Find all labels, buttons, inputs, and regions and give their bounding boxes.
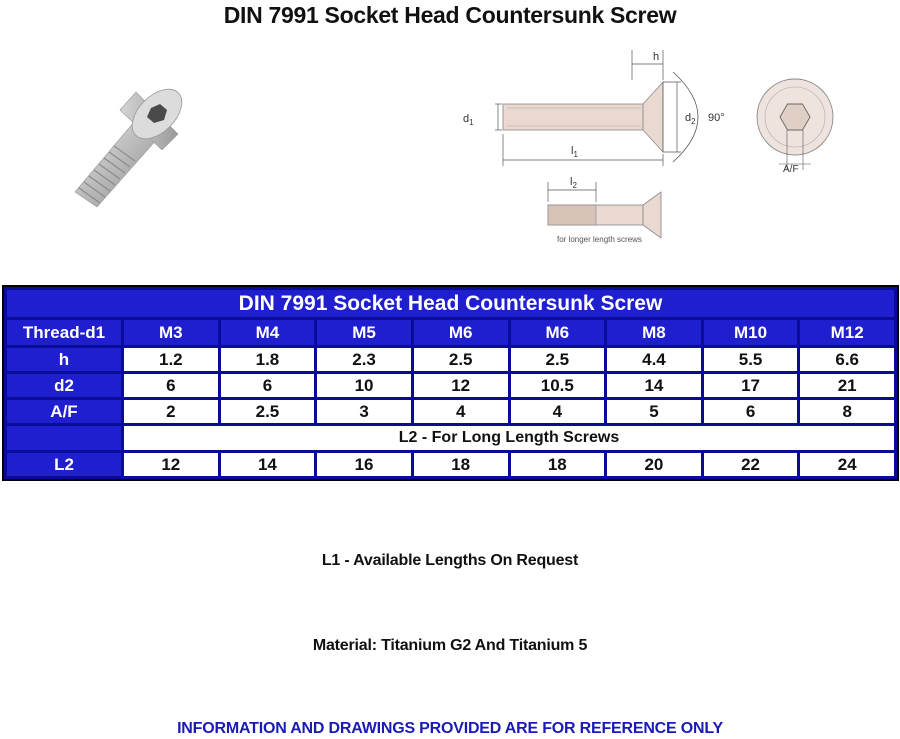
disclaimer: INFORMATION AND DRAWINGS PROVIDED ARE FOR REFERENCE ONLY bbox=[177, 720, 723, 737]
table-cell: 14 bbox=[221, 453, 315, 476]
screw-photo bbox=[50, 80, 200, 210]
table-cell: 8 bbox=[800, 400, 894, 423]
table-cell: 2.5 bbox=[221, 400, 315, 423]
table-title: DIN 7991 Socket Head Countersunk Screw bbox=[7, 290, 894, 317]
table-cell: 5 bbox=[607, 400, 701, 423]
table-cell: 17 bbox=[704, 374, 798, 397]
table-cell: 1.2 bbox=[124, 348, 218, 371]
size-header: M6 bbox=[414, 320, 508, 345]
end-view bbox=[757, 79, 833, 170]
table-cell: 2.3 bbox=[317, 348, 411, 371]
table-cell: 6.6 bbox=[800, 348, 894, 371]
d1-label: $d_1$ bbox=[463, 113, 474, 127]
table-cell: 4.4 bbox=[607, 348, 701, 371]
long-length-note: L2 - For Long Length Screws bbox=[124, 426, 894, 450]
material-note: Material: Titanium G2 And Titanium 5 bbox=[312, 637, 588, 654]
table-cell: 6 bbox=[124, 374, 218, 397]
size-header: M12 bbox=[800, 320, 894, 345]
table-cell: 24 bbox=[800, 453, 894, 476]
table-cell: 20 bbox=[607, 453, 701, 476]
spec-table bbox=[2, 285, 899, 481]
row-label: d2 bbox=[7, 374, 121, 397]
size-header: M10 bbox=[704, 320, 798, 345]
l1-label: $l_1$ bbox=[571, 145, 578, 159]
table-row bbox=[7, 374, 894, 397]
note-row bbox=[7, 426, 894, 450]
table-row bbox=[7, 400, 894, 423]
table-cell: 1.8 bbox=[221, 348, 315, 371]
size-header: M8 bbox=[607, 320, 701, 345]
table-cell: 6 bbox=[704, 400, 798, 423]
size-header: M5 bbox=[317, 320, 411, 345]
note-row-label bbox=[7, 426, 121, 450]
table-row bbox=[7, 453, 894, 476]
long-length-caption: for longer length screws bbox=[557, 235, 642, 244]
d2-label: $d_2$ bbox=[685, 112, 696, 126]
size-header: M4 bbox=[221, 320, 315, 345]
side-view bbox=[503, 82, 663, 152]
table-cell: 14 bbox=[607, 374, 701, 397]
page-title: DIN 7991 Socket Head Countersunk Screw bbox=[223, 2, 677, 28]
table-cell: 18 bbox=[511, 453, 605, 476]
size-header: M3 bbox=[124, 320, 218, 345]
angle-label: 90° bbox=[708, 112, 725, 124]
h-label: h bbox=[653, 51, 660, 63]
size-header: M6 bbox=[511, 320, 605, 345]
row-label: L2 bbox=[7, 453, 121, 476]
table-cell: 4 bbox=[511, 400, 605, 423]
table-cell: 18 bbox=[414, 453, 508, 476]
table-cell: 2.5 bbox=[414, 348, 508, 371]
technical-drawing bbox=[455, 42, 875, 257]
row-label: A/F bbox=[7, 400, 121, 423]
table-cell: 21 bbox=[800, 374, 894, 397]
header-row bbox=[7, 320, 894, 345]
table-row bbox=[7, 348, 894, 371]
table-cell: 6 bbox=[221, 374, 315, 397]
table-cell: 12 bbox=[414, 374, 508, 397]
table-cell: 4 bbox=[414, 400, 508, 423]
header-label: Thread-d1 bbox=[7, 320, 121, 345]
table-cell: 2.5 bbox=[511, 348, 605, 371]
table-cell: 10.5 bbox=[511, 374, 605, 397]
table-cell: 2 bbox=[124, 400, 218, 423]
table-cell: 22 bbox=[704, 453, 798, 476]
table-cell: 3 bbox=[317, 400, 411, 423]
row-label: h bbox=[7, 348, 121, 371]
table-cell: 5.5 bbox=[704, 348, 798, 371]
table-cell: 16 bbox=[317, 453, 411, 476]
table-cell: 10 bbox=[317, 374, 411, 397]
af-label: A/F bbox=[783, 164, 799, 175]
l2-label: $l_2$ bbox=[570, 176, 577, 190]
table-cell: 12 bbox=[124, 453, 218, 476]
l1-note: L1 - Available Lengths On Request bbox=[321, 552, 579, 569]
